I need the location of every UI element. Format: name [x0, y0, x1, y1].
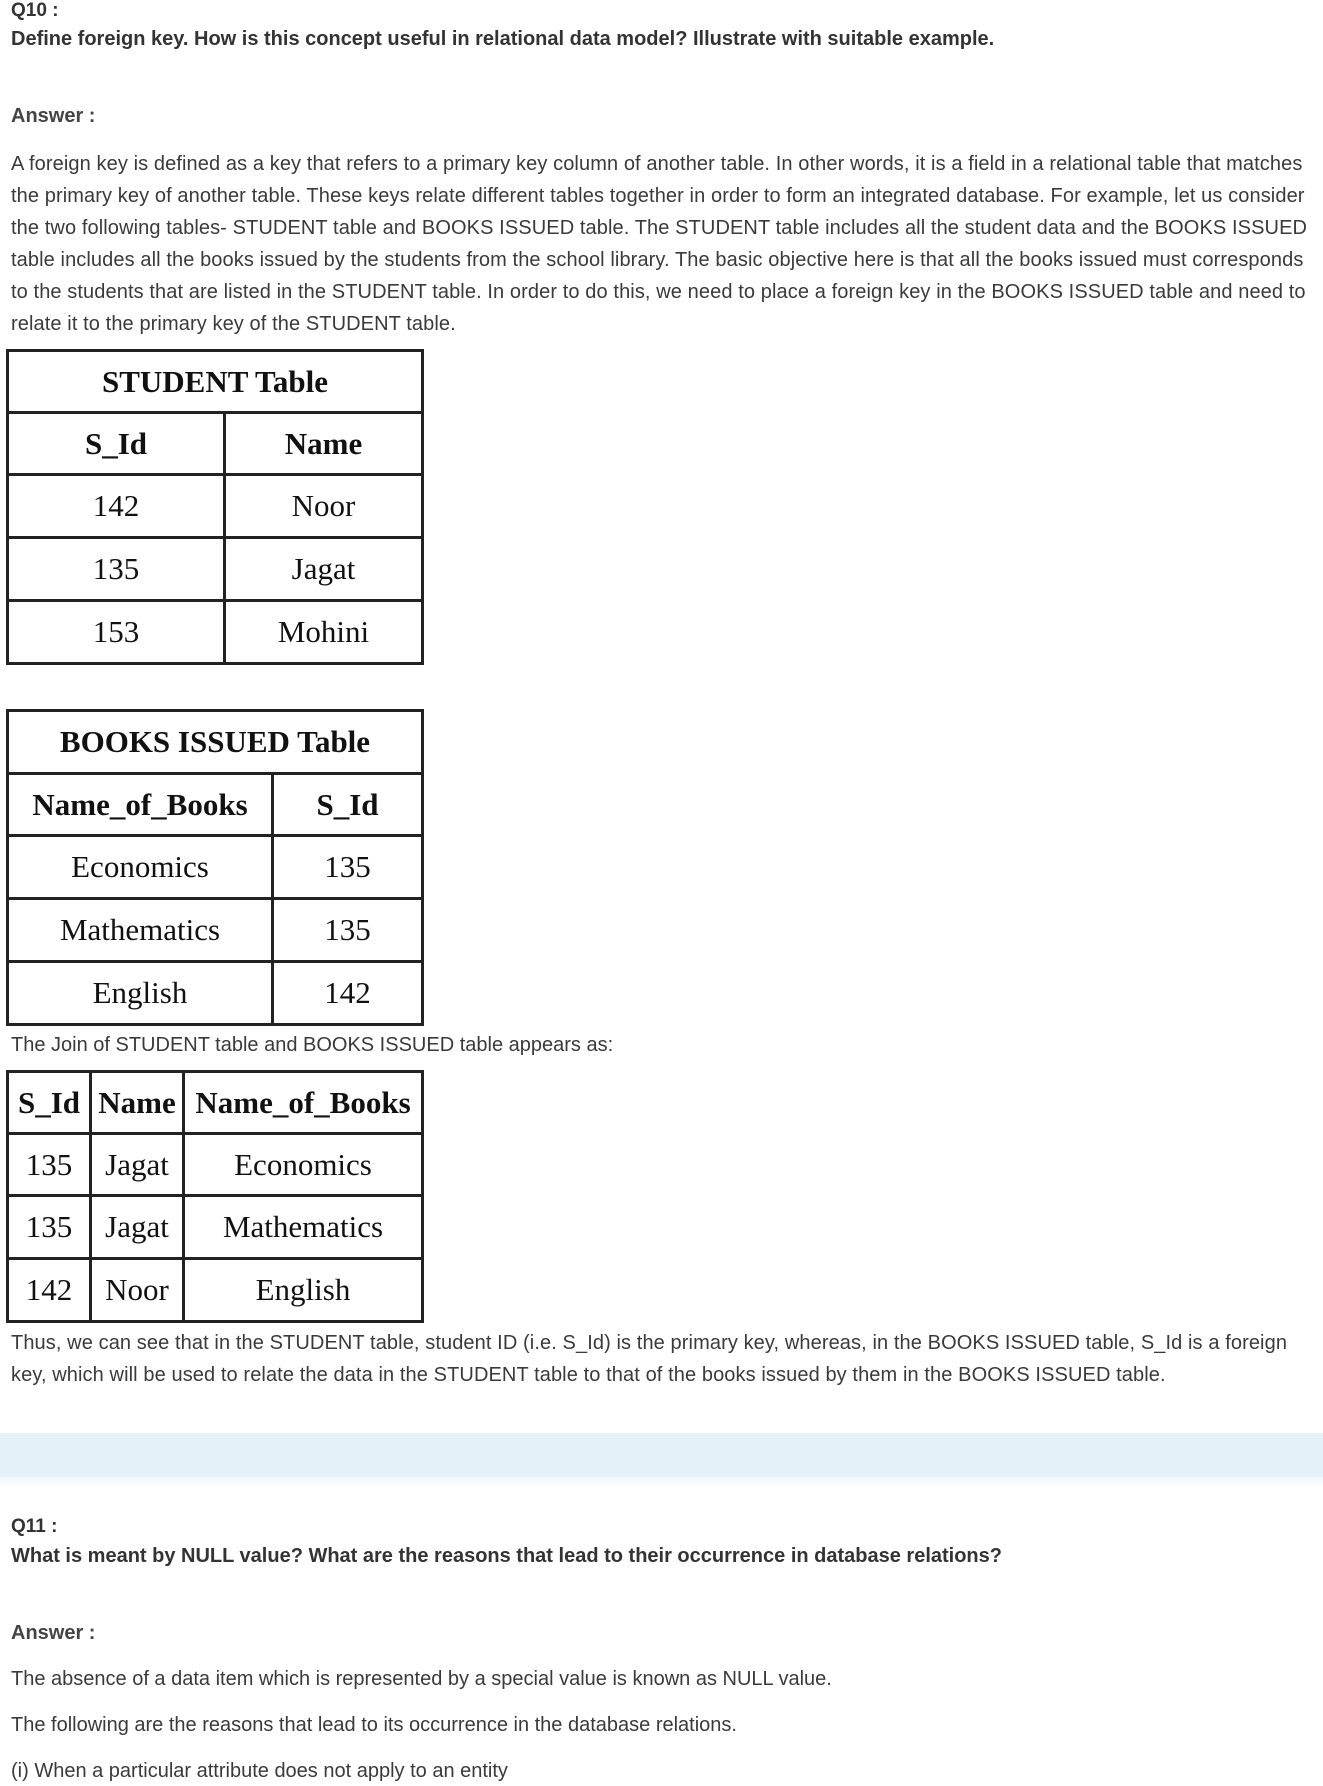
table-cell: 153	[8, 601, 225, 664]
section-divider-fade	[0, 1477, 1323, 1489]
q11-label: Q11 :	[11, 1516, 58, 1537]
q11-line-3: (i) When a particular attribute does not apply to an entity	[11, 1760, 508, 1782]
table-row	[8, 601, 423, 664]
join-caption: The Join of STUDENT table and BOOKS ISSUED table appears as:	[11, 1034, 614, 1056]
table-cell: 135	[8, 1196, 91, 1259]
q10-answer-label: Answer :	[11, 105, 96, 127]
q11-answer-label: Answer :	[11, 1622, 96, 1644]
table-cell: Economics	[8, 836, 273, 899]
table-row	[8, 1134, 423, 1196]
books-header-name-of-books: Name_of_Books	[8, 774, 273, 836]
q11-line-2: The following are the reasons that lead to its occurrence in the database relations.	[11, 1714, 737, 1736]
books-table-title: BOOKS ISSUED Table	[8, 711, 423, 774]
join-table	[6, 1070, 424, 1323]
table-cell: 135	[8, 1134, 91, 1196]
table-row	[8, 836, 423, 899]
table-cell: Jagat	[225, 538, 423, 601]
q10-label: Q10 :	[11, 0, 59, 21]
student-header-name: Name	[225, 413, 423, 475]
student-table-title: STUDENT Table	[8, 351, 423, 413]
q11-line-1: The absence of a data item which is represented by a special value is known as NULL value.	[11, 1668, 832, 1690]
table-cell: 142	[8, 475, 225, 538]
table-cell: English	[184, 1259, 423, 1322]
section-divider	[0, 1433, 1323, 1477]
table-cell: Noor	[225, 475, 423, 538]
q10-intro-paragraph: A foreign key is defined as a key that refers to a primary key column of another table. In other words, it is a field in a relational table that matches the primary key of another table. These keys relate different tables together in order to form an integrated database. For example, let us consider the two following tables- STUDENT table and BOOKS ISSUED table. The STUDENT table includes all the student data and the BOOKS ISSUED table includes all the books issued by the students from the school library. The basic objective here is that all the books issued must corresponds to the students that are listed in the STUDENT table. In order to do this, we need to place a foreign key in the BOOKS ISSUED table and need to relate it to the primary key of the STUDENT table.	[11, 153, 1308, 335]
q10-conclusion-paragraph: Thus, we can see that in the STUDENT table, student ID (i.e. S_Id) is the primary key, whereas, in the BOOKS ISSUED table, S_Id is a foreign key, which will be used to relate the data in the STUDENT table to that of the books issued by them in the BOOKS ISSUED table.	[11, 1332, 1288, 1386]
table-cell: 142	[273, 962, 423, 1025]
table-cell: 142	[8, 1259, 91, 1322]
q11-question: What is meant by NULL value? What are the reasons that lead to their occurrence in database relations?	[11, 1545, 1002, 1567]
books-issued-table	[6, 709, 424, 1026]
student-table	[6, 349, 424, 665]
table-cell: Mohini	[225, 601, 423, 664]
table-row	[8, 962, 423, 1025]
join-header-name: Name	[91, 1072, 184, 1134]
table-row	[8, 475, 423, 538]
table-cell: Jagat	[91, 1196, 184, 1259]
table-row	[8, 538, 423, 601]
table-cell: 135	[273, 899, 423, 962]
table-cell: 135	[273, 836, 423, 899]
join-header-sid: S_Id	[8, 1072, 91, 1134]
table-cell: Noor	[91, 1259, 184, 1322]
table-cell: 135	[8, 538, 225, 601]
books-header-sid: S_Id	[273, 774, 423, 836]
table-cell: English	[8, 962, 273, 1025]
table-row	[8, 1196, 423, 1259]
table-row	[8, 1259, 423, 1322]
table-cell: Jagat	[91, 1134, 184, 1196]
table-cell: Mathematics	[8, 899, 273, 962]
table-cell: Economics	[184, 1134, 423, 1196]
table-cell: Mathematics	[184, 1196, 423, 1259]
table-row	[8, 899, 423, 962]
q10-question: Define foreign key. How is this concept useful in relational data model? Illustrate with suitable example.	[11, 28, 995, 50]
join-header-name-of-books: Name_of_Books	[184, 1072, 423, 1134]
student-header-sid: S_Id	[8, 413, 225, 475]
